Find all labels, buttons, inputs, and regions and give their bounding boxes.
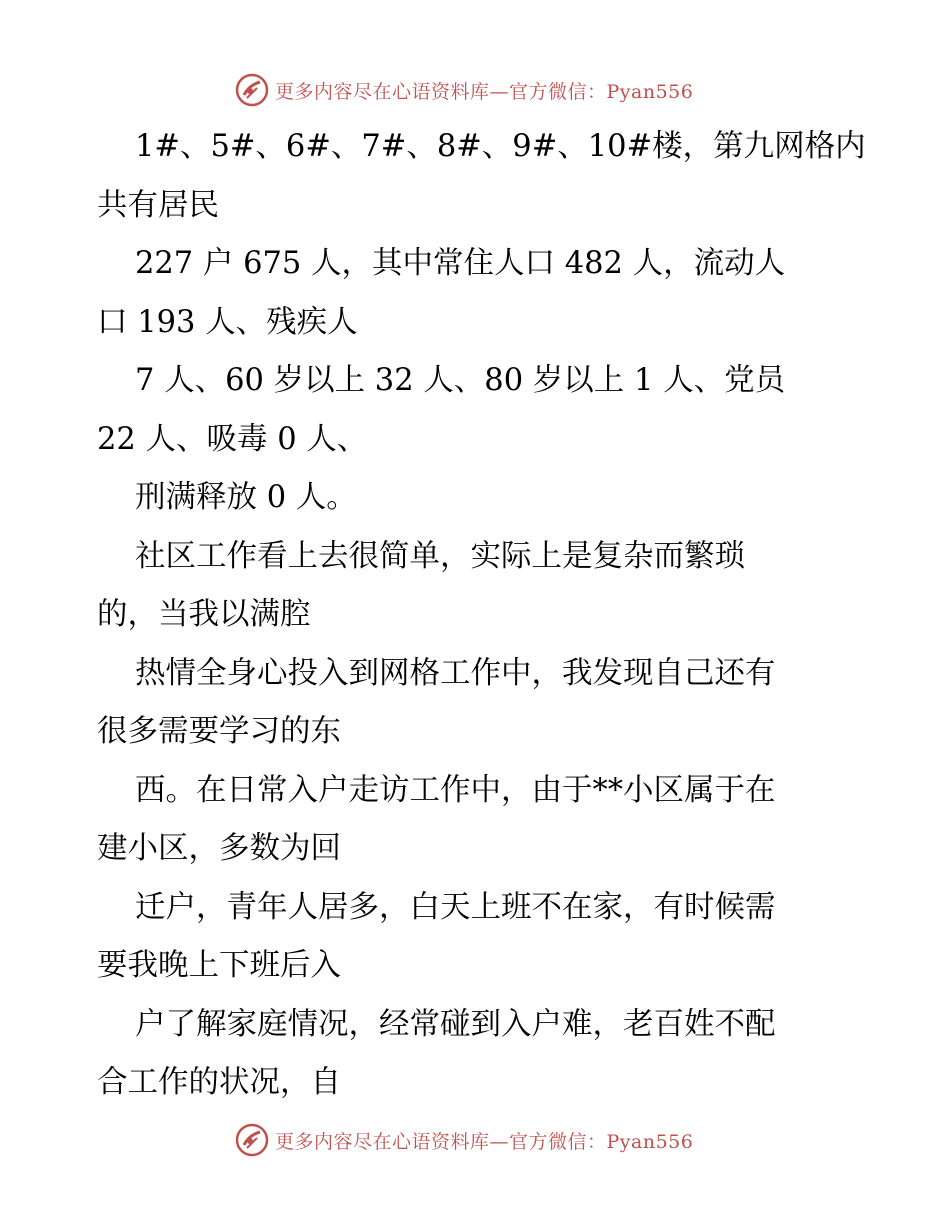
text-line: 合工作的状况，自 bbox=[97, 1065, 341, 1100]
text-line: 刑满释放 0 人。 bbox=[135, 480, 357, 515]
text-line: 社区工作看上去很简单，实际上是复杂而繁琐 bbox=[135, 538, 745, 574]
text-line: 建小区，多数为回 bbox=[97, 831, 341, 866]
text-line: 很多需要学习的东 bbox=[97, 714, 341, 749]
text-line: 227 户 675 人，其中常住人口 482 人，流动人 bbox=[135, 246, 786, 281]
text-line: 的，当我以满腔 bbox=[97, 597, 311, 632]
text-line: 西。在日常入户走访工作中，由于**小区属于在 bbox=[135, 772, 776, 808]
text-line: 热情全身心投入到网格工作中，我发现自己还有 bbox=[135, 655, 776, 691]
text-line: 共有居民 bbox=[97, 187, 219, 223]
header-banner-text: 更多内容尽在心语资料库—官方微信：Pyan556 bbox=[275, 80, 694, 103]
text-line: 7 人、60 岁以上 32 人、80 岁以上 1 人、党员 bbox=[135, 363, 786, 398]
text-line: 迁户，青年人居多，白天上班不在家，有时候需 bbox=[135, 889, 776, 925]
text-line: 22 人、吸毒 0 人、 bbox=[97, 421, 368, 457]
text-line: 户了解家庭情况，经常碰到入户难，老百姓不配 bbox=[135, 1006, 776, 1042]
footer-banner bbox=[235, 1120, 693, 1160]
text-line: 1#、5#、6#、7#、8#、9#、10#楼，第九网格内 bbox=[135, 129, 866, 164]
header-banner bbox=[235, 70, 693, 110]
seal-logo-icon bbox=[235, 73, 269, 107]
text-line: 要我晚上下班后入 bbox=[97, 948, 341, 983]
text-line: 口 193 人、残疾人 bbox=[97, 304, 358, 340]
seal-logo-icon bbox=[235, 1123, 269, 1157]
body-text bbox=[97, 118, 866, 1113]
footer-banner-text: 更多内容尽在心语资料库—官方微信：Pyan556 bbox=[275, 1130, 694, 1153]
